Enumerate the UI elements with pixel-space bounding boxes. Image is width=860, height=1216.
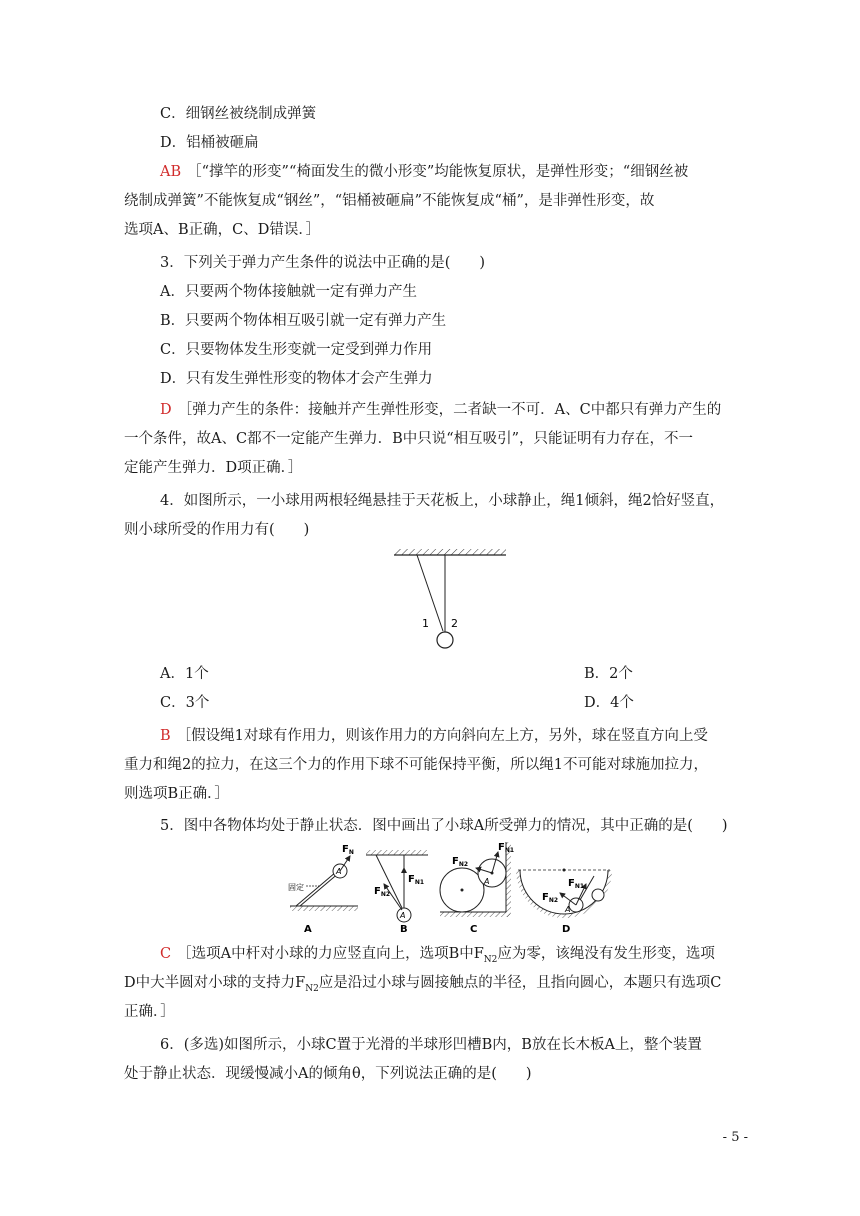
q5-answer: C (160, 946, 172, 962)
q3-explanation-line3: 定能产生弹力．D项正确．］ (124, 460, 303, 476)
q4-explanation-line3: 则选项B正确．］ (124, 786, 229, 802)
q5a-fixed-label: 固定 (288, 883, 304, 892)
q5b-fn2-label: $F_{N2}$ (374, 886, 391, 898)
q5c-ball-label: A (484, 877, 490, 886)
q5b-fn1-label: $F_{N1}$ (408, 874, 425, 886)
q5a-fn-label: $F_N$ (342, 844, 354, 856)
q4-option-b: B．2个 (584, 666, 633, 682)
q4-options-row2 (160, 693, 634, 713)
q5-caption-a: A (304, 924, 312, 935)
q3-option-d: D．只有发生弹性形变的物体才会产生弹力 (160, 371, 433, 387)
q6-stem-line1: 6．(多选)如图所示，小球C置于光滑的半球形凹槽B内，B放在长木板A上，整个装置 (160, 1037, 702, 1053)
q4-stem-line2: 则小球所受的作用力有( ) (124, 522, 310, 538)
q5d-fn2-label: $F_{N2}$ (542, 892, 559, 904)
prev-explanation-line1: AB ［“撑竿的形变”“椅面发生的微小形变”均能恢复原状，是弹性形变；“细钢丝被 (160, 164, 689, 180)
prev-option-d: D．铝桶被砸扁 (160, 135, 259, 151)
q3-answer: D (160, 402, 172, 418)
prev-explanation-line2: 绕制成弹簧”不能恢复成“钢丝”，“铝桶被砸扁”不能恢复成“桶”，是非弹性形变，故 (124, 193, 655, 209)
q3-option-b: B．只要两个物体相互吸引就一定有弹力产生 (160, 313, 447, 329)
rope-2-label: 2 (451, 617, 458, 630)
q5-panel-c (440, 842, 514, 917)
q5-caption-d: D (562, 924, 571, 935)
prev-explanation-line3: 选项A、B正确，C、D错误．］ (124, 222, 321, 238)
q4-explanation-line1: B ［假设绳1对球有作用力，则该作用力的方向斜向左上方，另外，球在竖直方向上受 (160, 728, 708, 744)
ceiling-hatch (394, 549, 506, 555)
q4-explanation-line2: 重力和绳2的拉力，在这三个力的作用下球不可能保持平衡，所以绳1不可能对球施加拉力， (124, 757, 708, 773)
q5-caption-b: B (400, 924, 408, 935)
q5c-fn2-label: $F_{N2}$ (452, 856, 469, 868)
q4-options-row1 (160, 664, 633, 684)
q3-option-a: A．只要两个物体接触就一定有弹力产生 (160, 284, 417, 300)
rope-1-label: 1 (422, 617, 429, 630)
q4-figure (390, 545, 510, 657)
q5-explanation-line1: C ［选项A中杆对小球的力应竖直向上，选项B中$F_{N2}$应为零，该绳没有发生形变，选项 (160, 946, 715, 965)
q6-stem-line2: 处于静止状态．现缓慢减小A的倾角θ，下列说法正确的是( ) (124, 1066, 532, 1082)
q5c-fn1-label: $F_{N1}$ (498, 842, 515, 854)
q5d-fn1-label: $F_{N1}$ (568, 878, 585, 890)
q3-option-c: C．只要物体发生形变就一定受到弹力作用 (160, 342, 433, 358)
rope-1 (417, 555, 443, 631)
q3-explanation-line1: D ［弹力产生的条件：接触并产生弹性形变，二者缺一不可．A、C中都只有弹力产生的 (160, 402, 722, 418)
q4-option-a: A．1个 (160, 666, 209, 682)
q5-explanation-line2: D中大半圆对小球的支持力$F_{N2}$应是沿过小球与圆接触点的半径，且指向圆心，本题只有选项C (124, 975, 722, 994)
q5a-ball-label: A (336, 867, 342, 876)
q5-panel-d (516, 869, 612, 919)
q3-stem: 3．下列关于弹力产生条件的说法中正确的是( ) (160, 255, 486, 271)
q4-option-d: D．4个 (584, 695, 634, 711)
page-number: - 5 - (722, 1130, 748, 1145)
q5d-ball-label: A (565, 905, 571, 914)
q4-stem-line1: 4．如图所示，一小球用两根轻绳悬挂于天花板上，小球静止，绳1倾斜，绳2恰好竖直， (160, 493, 725, 509)
q3-explanation-line2: 一个条件，故A、C都不一定能产生弹力．B中只说“相互吸引”，只能证明有力存在，不一 (124, 431, 694, 447)
q4-answer: B (160, 728, 171, 744)
q5-stem: 5．图中各物体均处于静止状态．图中画出了小球A所受弹力的情况，其中正确的是( ) (160, 818, 728, 834)
q5-caption-c: C (470, 924, 478, 935)
q4-option-c: C．3个 (160, 695, 210, 711)
q5-panel-b (366, 850, 428, 922)
q5-explanation-line3: 正确．］ (124, 1004, 175, 1020)
hanging-ball (437, 632, 453, 648)
prev-option-c: C．细钢丝被绕制成弹簧 (160, 106, 317, 122)
prev-answer: AB (160, 164, 182, 180)
q5b-ball-label: A (400, 911, 406, 920)
q5-figure (280, 838, 620, 938)
q5-panel-a (288, 844, 358, 911)
